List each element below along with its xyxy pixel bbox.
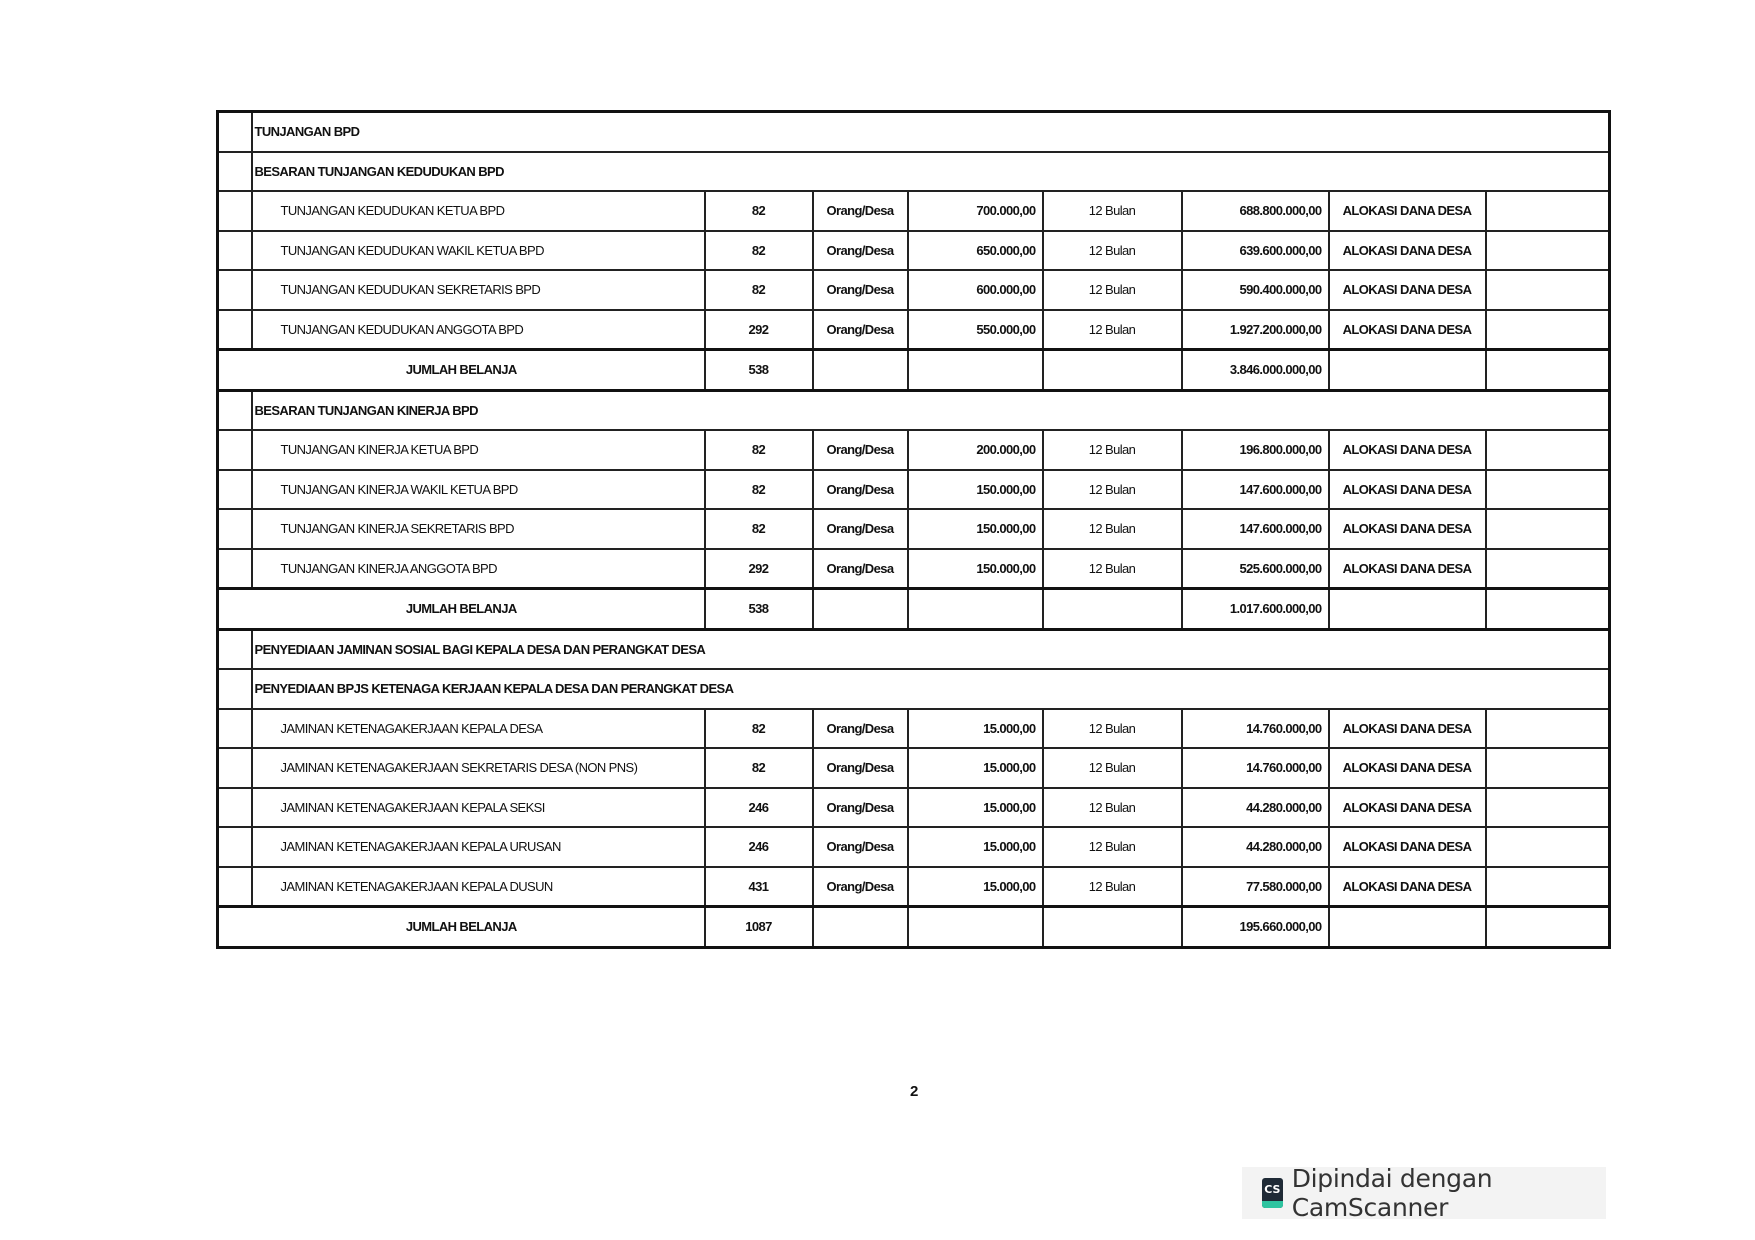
section-header-row (218, 152, 1610, 192)
item-amount: 196.800.000,00 (1182, 430, 1329, 470)
item-period: 12 Bulan (1043, 867, 1182, 907)
item-unit-price: 15.000,00 (908, 867, 1043, 907)
row-number-cell (218, 112, 252, 152)
row-number-cell (218, 509, 252, 549)
item-funding-source: ALOKASI DANA DESA (1329, 827, 1486, 867)
table-row (218, 270, 1610, 310)
empty-cell (1486, 350, 1610, 391)
item-volume: 292 (705, 310, 813, 350)
section-header-row (218, 629, 1610, 669)
row-number-cell (218, 788, 252, 828)
item-amount: 1.927.200.000,00 (1182, 310, 1329, 350)
table-row (218, 430, 1610, 470)
row-number-cell (218, 629, 252, 669)
empty-cell (1043, 907, 1182, 948)
item-name: JAMINAN KETENAGAKERJAAN KEPALA DESA (252, 709, 705, 749)
item-amount: 44.280.000,00 (1182, 827, 1329, 867)
camscanner-logo-icon: CS (1262, 1178, 1283, 1208)
item-name: JAMINAN KETENAGAKERJAAN KEPALA URUSAN (252, 827, 705, 867)
item-funding-source: ALOKASI DANA DESA (1329, 867, 1486, 907)
item-period: 12 Bulan (1043, 827, 1182, 867)
item-volume: 82 (705, 191, 813, 231)
item-period: 12 Bulan (1043, 470, 1182, 510)
empty-cell (1043, 589, 1182, 630)
empty-cell (1329, 350, 1486, 391)
page-number: 2 (910, 1083, 919, 1100)
item-amount: 44.280.000,00 (1182, 788, 1329, 828)
row-number-cell (218, 310, 252, 350)
item-unit-price: 700.000,00 (908, 191, 1043, 231)
row-number-cell (218, 827, 252, 867)
table-row (218, 549, 1610, 589)
item-unit: Orang/Desa (813, 470, 908, 510)
table-row (218, 191, 1610, 231)
item-notes (1486, 430, 1610, 470)
item-name: TUNJANGAN KINERJA ANGGOTA BPD (252, 549, 705, 589)
section-header-row (218, 390, 1610, 430)
section-title: BESARAN TUNJANGAN KINERJA BPD (252, 390, 1610, 430)
empty-cell (908, 589, 1043, 630)
empty-cell (1486, 907, 1610, 948)
row-number-cell (218, 709, 252, 749)
empty-cell (1043, 350, 1182, 391)
item-amount: 147.600.000,00 (1182, 509, 1329, 549)
table-row (218, 748, 1610, 788)
item-funding-source: ALOKASI DANA DESA (1329, 709, 1486, 749)
total-amount: 1.017.600.000,00 (1182, 589, 1329, 630)
total-label: JUMLAH BELANJA (218, 907, 705, 948)
item-unit-price: 15.000,00 (908, 709, 1043, 749)
table-row (218, 231, 1610, 271)
item-unit-price: 15.000,00 (908, 788, 1043, 828)
item-funding-source: ALOKASI DANA DESA (1329, 748, 1486, 788)
item-period: 12 Bulan (1043, 509, 1182, 549)
item-unit: Orang/Desa (813, 709, 908, 749)
table-row (218, 509, 1610, 549)
item-funding-source: ALOKASI DANA DESA (1329, 430, 1486, 470)
item-notes (1486, 470, 1610, 510)
item-funding-source: ALOKASI DANA DESA (1329, 310, 1486, 350)
item-unit-price: 150.000,00 (908, 549, 1043, 589)
item-unit: Orang/Desa (813, 310, 908, 350)
item-unit: Orang/Desa (813, 748, 908, 788)
table-row (218, 788, 1610, 828)
item-period: 12 Bulan (1043, 430, 1182, 470)
item-volume: 82 (705, 270, 813, 310)
empty-cell (813, 350, 908, 391)
item-amount: 688.800.000,00 (1182, 191, 1329, 231)
item-unit: Orang/Desa (813, 867, 908, 907)
item-volume: 82 (705, 470, 813, 510)
section-title: TUNJANGAN BPD (252, 112, 1610, 152)
item-funding-source: ALOKASI DANA DESA (1329, 191, 1486, 231)
item-name: JAMINAN KETENAGAKERJAAN SEKRETARIS DESA (NON PNS) (252, 748, 705, 788)
item-unit-price: 200.000,00 (908, 430, 1043, 470)
item-volume: 82 (705, 709, 813, 749)
row-number-cell (218, 669, 252, 709)
item-name: TUNJANGAN KEDUDUKAN ANGGOTA BPD (252, 310, 705, 350)
item-unit: Orang/Desa (813, 509, 908, 549)
item-name: TUNJANGAN KEDUDUKAN KETUA BPD (252, 191, 705, 231)
total-amount: 195.660.000,00 (1182, 907, 1329, 948)
item-unit-price: 15.000,00 (908, 748, 1043, 788)
section-header-row (218, 112, 1610, 152)
item-notes (1486, 509, 1610, 549)
section-title: BESARAN TUNJANGAN KEDUDUKAN BPD (252, 152, 1610, 192)
item-unit: Orang/Desa (813, 827, 908, 867)
item-amount: 639.600.000,00 (1182, 231, 1329, 271)
table-row (218, 310, 1610, 350)
row-number-cell (218, 470, 252, 510)
item-notes (1486, 549, 1610, 589)
camscanner-watermark (1242, 1164, 1606, 1222)
item-notes (1486, 231, 1610, 271)
table-row (218, 867, 1610, 907)
row-number-cell (218, 390, 252, 430)
total-row (218, 350, 1610, 391)
empty-cell (813, 589, 908, 630)
item-notes (1486, 310, 1610, 350)
total-row (218, 589, 1610, 630)
item-name: JAMINAN KETENAGAKERJAAN KEPALA SEKSI (252, 788, 705, 828)
empty-cell (1486, 589, 1610, 630)
total-volume: 1087 (705, 907, 813, 948)
empty-cell (908, 350, 1043, 391)
item-unit: Orang/Desa (813, 191, 908, 231)
item-period: 12 Bulan (1043, 748, 1182, 788)
total-label: JUMLAH BELANJA (218, 350, 705, 391)
item-notes (1486, 191, 1610, 231)
item-notes (1486, 709, 1610, 749)
item-notes (1486, 867, 1610, 907)
item-period: 12 Bulan (1043, 191, 1182, 231)
item-funding-source: ALOKASI DANA DESA (1329, 509, 1486, 549)
row-number-cell (218, 867, 252, 907)
item-volume: 246 (705, 788, 813, 828)
item-amount: 14.760.000,00 (1182, 709, 1329, 749)
total-volume: 538 (705, 350, 813, 391)
row-number-cell (218, 231, 252, 271)
item-period: 12 Bulan (1043, 270, 1182, 310)
item-unit: Orang/Desa (813, 270, 908, 310)
item-period: 12 Bulan (1043, 310, 1182, 350)
total-label: JUMLAH BELANJA (218, 589, 705, 630)
item-unit: Orang/Desa (813, 549, 908, 589)
item-funding-source: ALOKASI DANA DESA (1329, 549, 1486, 589)
section-title: PENYEDIAAN JAMINAN SOSIAL BAGI KEPALA DESA DAN PERANGKAT DESA (252, 629, 1610, 669)
section-header-row (218, 669, 1610, 709)
item-notes (1486, 788, 1610, 828)
item-period: 12 Bulan (1043, 549, 1182, 589)
total-amount: 3.846.000.000,00 (1182, 350, 1329, 391)
item-name: TUNJANGAN KINERJA SEKRETARIS BPD (252, 509, 705, 549)
item-unit-price: 150.000,00 (908, 470, 1043, 510)
row-number-cell (218, 430, 252, 470)
item-amount: 147.600.000,00 (1182, 470, 1329, 510)
item-period: 12 Bulan (1043, 709, 1182, 749)
table-row (218, 827, 1610, 867)
row-number-cell (218, 152, 252, 192)
item-name: TUNJANGAN KEDUDUKAN SEKRETARIS BPD (252, 270, 705, 310)
item-notes (1486, 748, 1610, 788)
item-amount: 77.580.000,00 (1182, 867, 1329, 907)
item-funding-source: ALOKASI DANA DESA (1329, 788, 1486, 828)
item-amount: 525.600.000,00 (1182, 549, 1329, 589)
table-row (218, 709, 1610, 749)
camscanner-label: Dipindai dengan CamScanner (1291, 1164, 1493, 1222)
budget-table (216, 110, 1611, 949)
item-volume: 82 (705, 430, 813, 470)
item-unit: Orang/Desa (813, 788, 908, 828)
item-period: 12 Bulan (1043, 231, 1182, 271)
item-name: JAMINAN KETENAGAKERJAAN KEPALA DUSUN (252, 867, 705, 907)
row-number-cell (218, 549, 252, 589)
item-volume: 82 (705, 748, 813, 788)
item-amount: 14.760.000,00 (1182, 748, 1329, 788)
item-name: TUNJANGAN KEDUDUKAN WAKIL KETUA BPD (252, 231, 705, 271)
row-number-cell (218, 191, 252, 231)
item-unit-price: 15.000,00 (908, 827, 1043, 867)
item-unit-price: 650.000,00 (908, 231, 1043, 271)
empty-cell (813, 907, 908, 948)
empty-cell (1329, 589, 1486, 630)
item-notes (1486, 270, 1610, 310)
item-funding-source: ALOKASI DANA DESA (1329, 270, 1486, 310)
empty-cell (908, 907, 1043, 948)
row-number-cell (218, 270, 252, 310)
item-unit-price: 600.000,00 (908, 270, 1043, 310)
item-amount: 590.400.000,00 (1182, 270, 1329, 310)
item-volume: 82 (705, 509, 813, 549)
item-volume: 431 (705, 867, 813, 907)
item-funding-source: ALOKASI DANA DESA (1329, 470, 1486, 510)
total-row (218, 907, 1610, 948)
row-number-cell (218, 748, 252, 788)
item-unit: Orang/Desa (813, 231, 908, 271)
table-row (218, 470, 1610, 510)
section-title: PENYEDIAAN BPJS KETENAGA KERJAAN KEPALA DESA DAN PERANGKAT DESA (252, 669, 1610, 709)
total-volume: 538 (705, 589, 813, 630)
item-volume: 246 (705, 827, 813, 867)
item-notes (1486, 827, 1610, 867)
item-period: 12 Bulan (1043, 788, 1182, 828)
item-unit-price: 150.000,00 (908, 509, 1043, 549)
item-unit: Orang/Desa (813, 430, 908, 470)
empty-cell (1329, 907, 1486, 948)
budget-table-body (218, 112, 1610, 948)
item-name: TUNJANGAN KINERJA KETUA BPD (252, 430, 705, 470)
item-funding-source: ALOKASI DANA DESA (1329, 231, 1486, 271)
item-unit-price: 550.000,00 (908, 310, 1043, 350)
item-volume: 292 (705, 549, 813, 589)
item-volume: 82 (705, 231, 813, 271)
item-name: TUNJANGAN KINERJA WAKIL KETUA BPD (252, 470, 705, 510)
